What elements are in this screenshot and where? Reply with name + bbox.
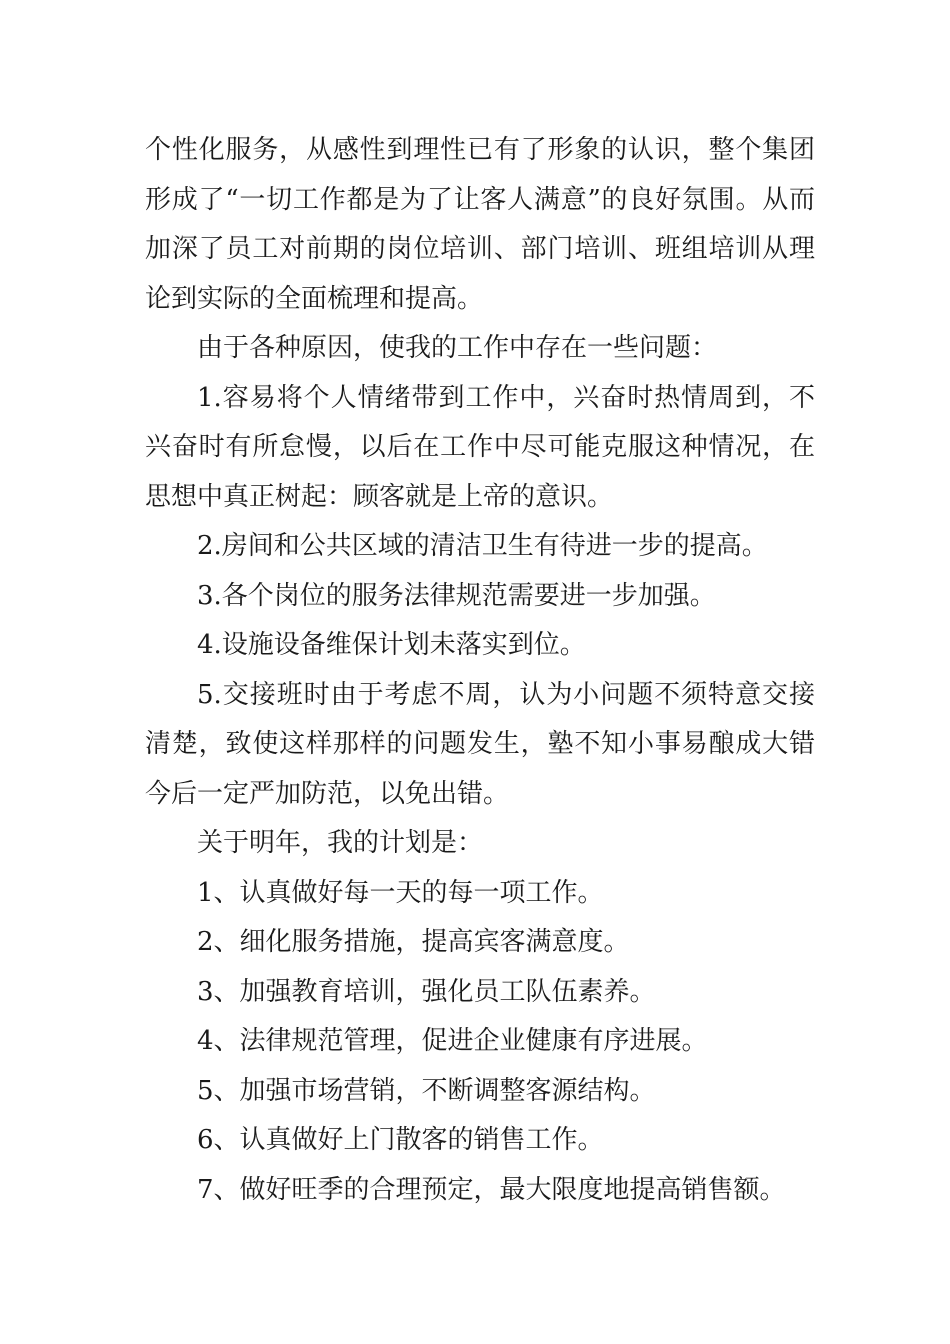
- problem-item-3: 3.各个岗位的服务法律规范需要进一步加强。: [197, 580, 716, 611]
- paragraph-continued-intro: 个性化服务，从感性到理性已有了形象的认识，整个集团形成了“一切工作都是为了让客人满意”的良好氛围。从而加深了员工对前期的岗位培训、部门培训、班组培训从理论到实际的全面梳理和提高。: [145, 135, 815, 314]
- plan-item-6: 6、认真做好上门散客的销售工作。: [197, 1125, 604, 1155]
- plan-item-3: 3、加强教育培训，强化员工队伍素养。: [197, 976, 656, 1007]
- problem-item-1: 1.容易将个人情绪带到工作中，兴奋时热情周到，不兴奋时有所怠慢，以后在工作中尽可能克服这种情况，在思想中真正树起：顾客就是上帝的意识。: [145, 382, 815, 512]
- plan-item-2: 2、细化服务措施，提高宾客满意度。: [197, 927, 630, 957]
- problem-item-4: 4.设施设备维保计划未落实到位。: [197, 630, 586, 660]
- paragraph-problems-heading: 由于各种原因，使我的工作中存在一些问题：: [197, 333, 718, 363]
- paragraph-plan-heading: 关于明年，我的计划是：: [197, 828, 484, 858]
- problem-item-2: 2.房间和公共区域的清洁卫生有待进一步的提高。: [197, 531, 768, 561]
- plan-item-1: 1、认真做好每一天的每一项工作。: [197, 877, 604, 908]
- plan-item-5: 5、加强市场营销，不断调整客源结构。: [197, 1075, 656, 1106]
- problem-item-5: 5.交接班时由于考虑不周，认为小问题不须特意交接清楚，致使这样那样的问题发生，塾不知小事易酿成大错今后一定严加防范，以免出错。: [145, 679, 815, 809]
- plan-item-7: 7、做好旺季的合理预定，最大限度地提高销售额。: [197, 1174, 786, 1205]
- document-body: [145, 126, 815, 1215]
- plan-item-4: 4、法律规范管理，促进企业健康有序进展。: [197, 1026, 708, 1056]
